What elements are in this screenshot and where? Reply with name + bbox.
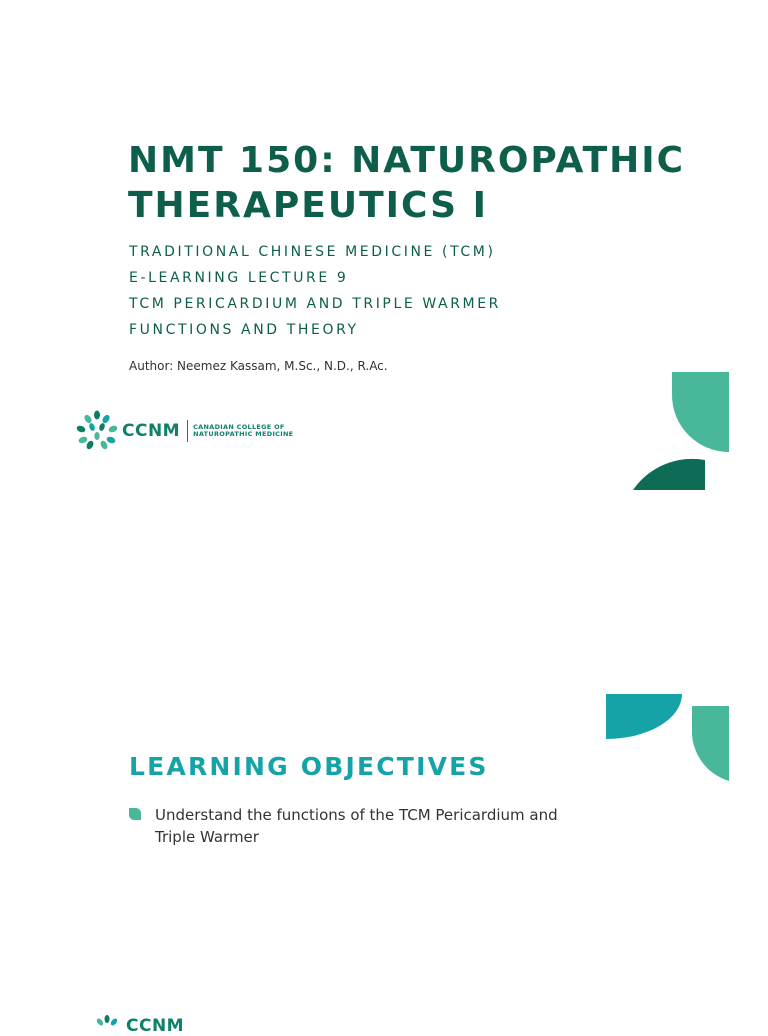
objectives-slide — [0, 640, 768, 1036]
lecture-subtitle — [129, 239, 501, 343]
subtitle-line: E-LEARNING LECTURE 9 — [129, 270, 349, 286]
author-line: Author: Neemez Kassam, M.Sc., N.D., R.Ac. — [129, 359, 388, 373]
subtitle-line: FUNCTIONS AND THEORY — [129, 322, 359, 338]
logo-fullname-line-2: NATUROPATHIC MEDICINE — [193, 430, 294, 438]
decorative-leaf-green — [692, 706, 729, 781]
title-slide — [0, 0, 768, 512]
course-title-line-2: THERAPEUTICS I — [128, 185, 488, 226]
ccnm-logo — [76, 411, 293, 451]
decorative-leaf-shapes — [604, 694, 730, 784]
objective-text: Understand the functions of the TCM Pericardium and Triple Warmer — [155, 806, 558, 846]
subtitle-line: TRADITIONAL CHINESE MEDICINE (TCM) — [129, 244, 496, 260]
course-title — [128, 138, 708, 228]
logo-divider — [187, 420, 188, 442]
logo-fullname — [193, 424, 293, 439]
logo-fullname-line-1: CANADIAN COLLEGE OF — [193, 422, 285, 431]
course-title-line-1: NMT 150: NATUROPATHIC — [128, 140, 686, 181]
ccnm-logo — [94, 1012, 184, 1036]
leaf-cluster-icon — [94, 1012, 120, 1032]
logo-acronym: CCNM — [122, 421, 181, 441]
subtitle-line: TCM PERICARDIUM AND TRIPLE WARMER — [129, 296, 502, 312]
leaf-bullet-icon — [128, 807, 142, 821]
leaf-cluster-icon — [76, 411, 118, 451]
logo-acronym: CCNM — [126, 1016, 185, 1036]
decorative-leaf-dark — [633, 459, 705, 490]
section-heading: LEARNING OBJECTIVES — [129, 752, 489, 781]
decorative-leaf-shapes — [630, 372, 730, 492]
list-item — [128, 804, 578, 848]
decorative-leaf-teal — [606, 694, 682, 739]
decorative-leaf-light — [672, 372, 729, 452]
